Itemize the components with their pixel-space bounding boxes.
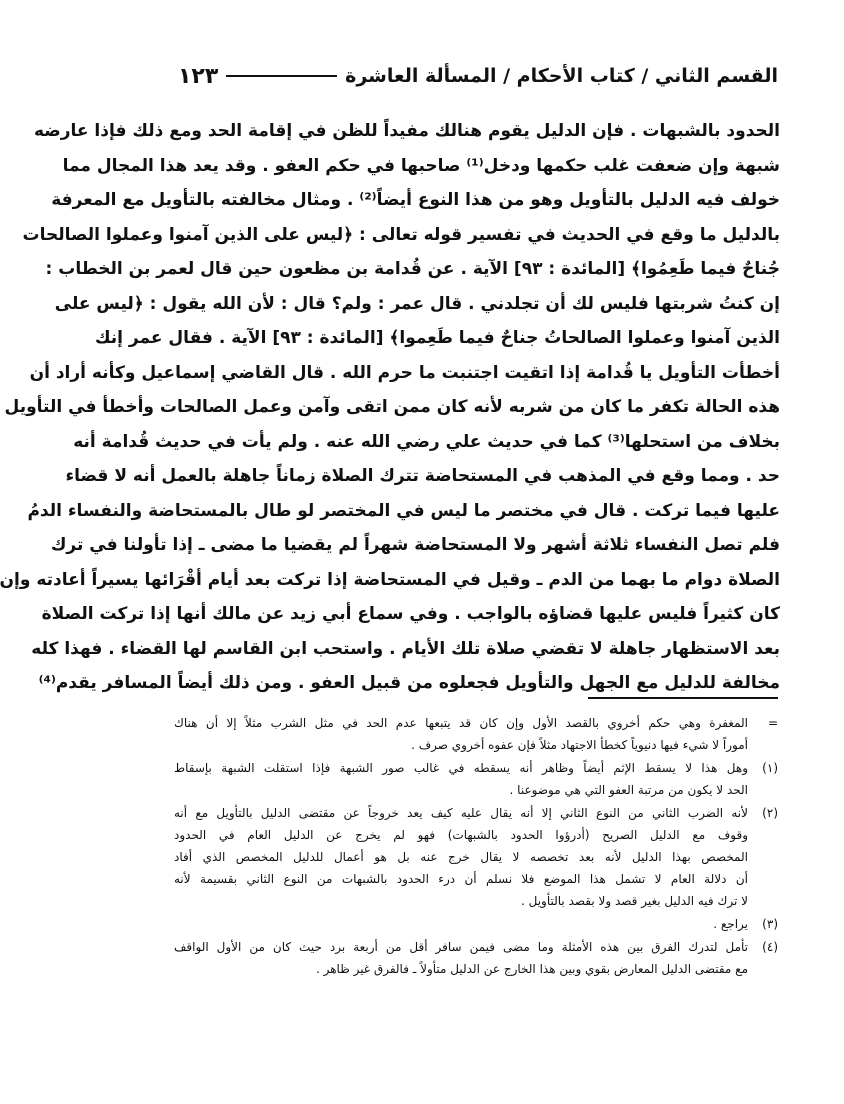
- footnote-text: [174, 913, 748, 935]
- footnote-marker: =: [767, 716, 778, 730]
- main-text: [0, 114, 780, 701]
- footnote-line: أن دلالة العام لا تشمل هذا الموضع فلا نسلم أن درء الحدود بالشبهات من النوع الثاني بقسيمة لأنه: [174, 872, 748, 886]
- body-line: عليها فيما تركت . قال في مختصر ما ليس في المختصر لو طال بالمستحاضة والنفساء الدمُ: [27, 500, 780, 521]
- footnote: [174, 757, 778, 801]
- footnote: [174, 936, 778, 980]
- footnote-line: أموراً لا شيء فيها دنيوياً كخطأ الاجتهاد مثلاً فإن عفوه أخروي صرف .: [411, 738, 748, 752]
- footnote-text: [174, 712, 748, 756]
- footnote: [174, 712, 778, 756]
- body-line: فلم تصل النفساء ثلاثة أشهر ولا المستحاضة شهراً لم يقضيا ما مضى ـ إذا تأولنا في ترك: [50, 535, 780, 555]
- footnote-marker: (١): [762, 761, 778, 775]
- footnote-line: لأنه الضرب الثاني من النوع الثاني إلا أنه يقال عليه كيف يعد خروجاً عن مقتضى الدليل بالتأويل مع أنه: [174, 806, 748, 820]
- footnote-line: الحد لا يكون من مرتبة العفو التي هي موضوعنا .: [509, 783, 748, 797]
- footnotes: [174, 712, 778, 981]
- body-line: بالدليل ما وقع في الحديث في تفسير قوله تعالى : ﴿ليس على الذين آمنوا وعملوا الصالحات: [22, 224, 780, 245]
- footnote-line: لا ترك فيه الدليل بغير قصد ولا بقصد بالتأويل .: [520, 894, 748, 908]
- body-line: شبهة وإن ضعفت غلب حكمها ودخل⁽¹⁾ صاحبها في حكم العفو . وقد يعد هذا المجال مما: [62, 155, 780, 176]
- body-line: أخطأت التأويل يا قُدامة إذا اتقيت اجتنبت ما حرم الله . قال القاضي إسماعيل وكأنه أراد أن: [29, 362, 780, 383]
- body-line: هذه الحالة تكفر ما كان من شربه لأنه كان ممن اتقى وآمن وعمل الصالحات وأخطأ في التأويل: [4, 397, 780, 417]
- body-line: الصلاة دوام ما بهما من الدم ـ وقيل في المستحاضة إذا تركت بعد أيام أقْرَائها يسيراً أعادته وإن: [0, 569, 780, 590]
- body-line: مخالفة للدليل مع الجهل والتأويل فجعلوه من قبيل العفو . ومن ذلك أيضاً المسافر يقدم⁽⁴⁾: [38, 673, 780, 693]
- footnote-line: وهل هذا لا يسقط الإثم أيضاً وظاهر أنه يسقطه في غالب صور الشبهة فإذا استقلت الشبهة بإسقاط: [174, 761, 748, 775]
- body-line: إن كنتُ شربتها فليس لك أن تجلدني . قال عمر : ولم؟ قال : لأن الله يقول : ﴿ليس على: [54, 293, 780, 314]
- page-number: ١٢٣: [178, 63, 219, 89]
- footnote-line: المغفرة وهي حكم أخروي بالقصد الأول وإن كان قد يتبعها عدم الحد في مثل الشرب مثلاً إلا أن هناك: [174, 716, 748, 730]
- footnote-separator: [588, 697, 778, 699]
- footnote-line: تأمل لتدرك الفرق بين هذه الأمثلة وما مضى فيمن سافر أقل من أربعة برد حيث كان من الأول الواقف: [174, 940, 748, 954]
- footnote-text: [174, 936, 748, 980]
- footnote-marker: (٣): [762, 917, 778, 931]
- footnote: [174, 913, 778, 935]
- body-line: بعد الاستظهار جاهلة لا تقضي صلاة تلك الأيام . واستحب ابن القاسم لها القضاء . فهذا كله: [31, 638, 780, 659]
- footnote: [174, 802, 778, 912]
- footnote-line: يراجع .: [713, 917, 748, 931]
- body-line: خولف فيه الدليل بالتأويل وهو من هذا النوع أيضاً⁽²⁾ . ومثال مخالفته بالتأويل مع المعرفة: [51, 190, 780, 210]
- page-header: [178, 58, 778, 94]
- body-line: كان كثيراً فليس عليها قضاؤه بالواجب . وفي سماع أبي زيد عن مالك أنها إذا تركت الصلاة: [41, 604, 780, 624]
- body-line: حد . ومما وقع في المذهب في المستحاضة تترك الصلاة زماناً جاهلة بالعمل أنه لا قضاء: [65, 466, 780, 486]
- footnote-marker: (٢): [762, 806, 778, 820]
- running-title: القسم الثاني / كتاب الأحكام / المسألة العاشرة: [345, 65, 778, 87]
- footnote-line: مع مقتضى الدليل المعارض بقوي وبين هذا الخارج عن الدليل متأولاً ـ فالفرق غير ظاهر .: [315, 962, 748, 976]
- header-rule: [226, 75, 337, 77]
- footnote-line: المخصص بهذا الدليل لأنه بعد تخصصه لا يقال خرج عنه بل هو أعمال للدليل المخصص الذي أفاد: [174, 850, 748, 864]
- body-line: جُناحٌ فيما طَعِمُوا﴾ [المائدة : ٩٣] الآية . عن قُدامة بن مظعون حين قال لعمر بن الخطاب :: [45, 259, 780, 279]
- footnote-text: [174, 802, 748, 912]
- body-line: بخلاف من استحلها⁽³⁾ كما في حديث علي رضي الله عنه . ولم يأت في حديث قُدامة أنه: [73, 431, 780, 452]
- footnote-text: [174, 757, 748, 801]
- body-line: الذين آمنوا وعملوا الصالحاتُ جناحٌ فيما طَعِموا﴾ [المائدة : ٩٣] الآية . فقال عمر إنك: [94, 328, 780, 348]
- body-line: الحدود بالشبهات . فإن الدليل يقوم هنالك مفيداً للظن في إقامة الحد ومع ذلك فإذا عارضه: [33, 121, 780, 141]
- footnote-line: وقوف مع الدليل الصريح (أدرؤوا الحدود بالشبهات) فهو لم يخرج عن الدليل العام في الحدود: [174, 828, 748, 842]
- footnote-marker: (٤): [762, 940, 778, 954]
